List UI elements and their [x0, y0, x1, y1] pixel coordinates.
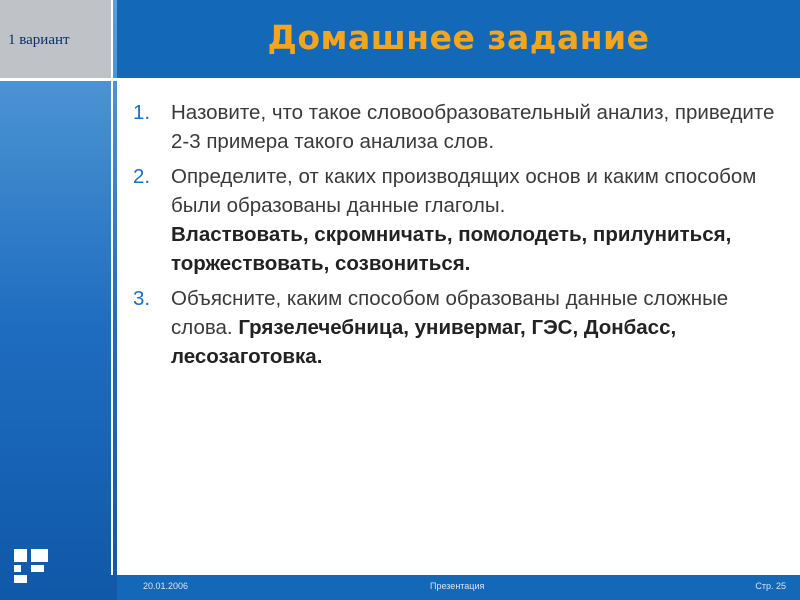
task-number: 2.: [133, 165, 151, 188]
footer-page-number: Стр. 25: [755, 581, 786, 591]
task-item: [133, 162, 788, 278]
task-list: [133, 98, 788, 371]
variant-label: 1 вариант: [8, 32, 70, 48]
slide-content: [133, 98, 788, 377]
footer-title: Презентация: [430, 581, 485, 591]
task-item: [133, 284, 788, 371]
slide-title: Домашнее задание: [267, 18, 650, 57]
squares-logo-icon: [14, 549, 48, 583]
sidebar: [0, 0, 117, 600]
task-text: Объясните, каким способом образованы данные сложные слова.: [171, 287, 729, 339]
task-number: 1.: [133, 101, 151, 124]
sidebar-divider: [111, 0, 113, 575]
footer-date: 20.01.2006: [143, 581, 189, 591]
task-number: 3.: [133, 287, 151, 310]
header-divider: [0, 78, 800, 81]
task-text: Определите, от каких производящих основ и каким способом были образованы данные глаголы.: [171, 165, 757, 217]
task-words: Властвовать, скромничать, помолодеть, прилуниться, торжествовать, созвониться.: [171, 223, 732, 275]
sidebar-header: [0, 0, 111, 78]
task-words: Грязелечебница, универмаг, ГЭС, Донбасс, лесозаготовка.: [171, 316, 677, 368]
task-item: [133, 98, 788, 156]
task-text: Назовите, что такое словообразовательный анализ, приведите 2-3 примера такого анализа слов.: [171, 101, 775, 153]
